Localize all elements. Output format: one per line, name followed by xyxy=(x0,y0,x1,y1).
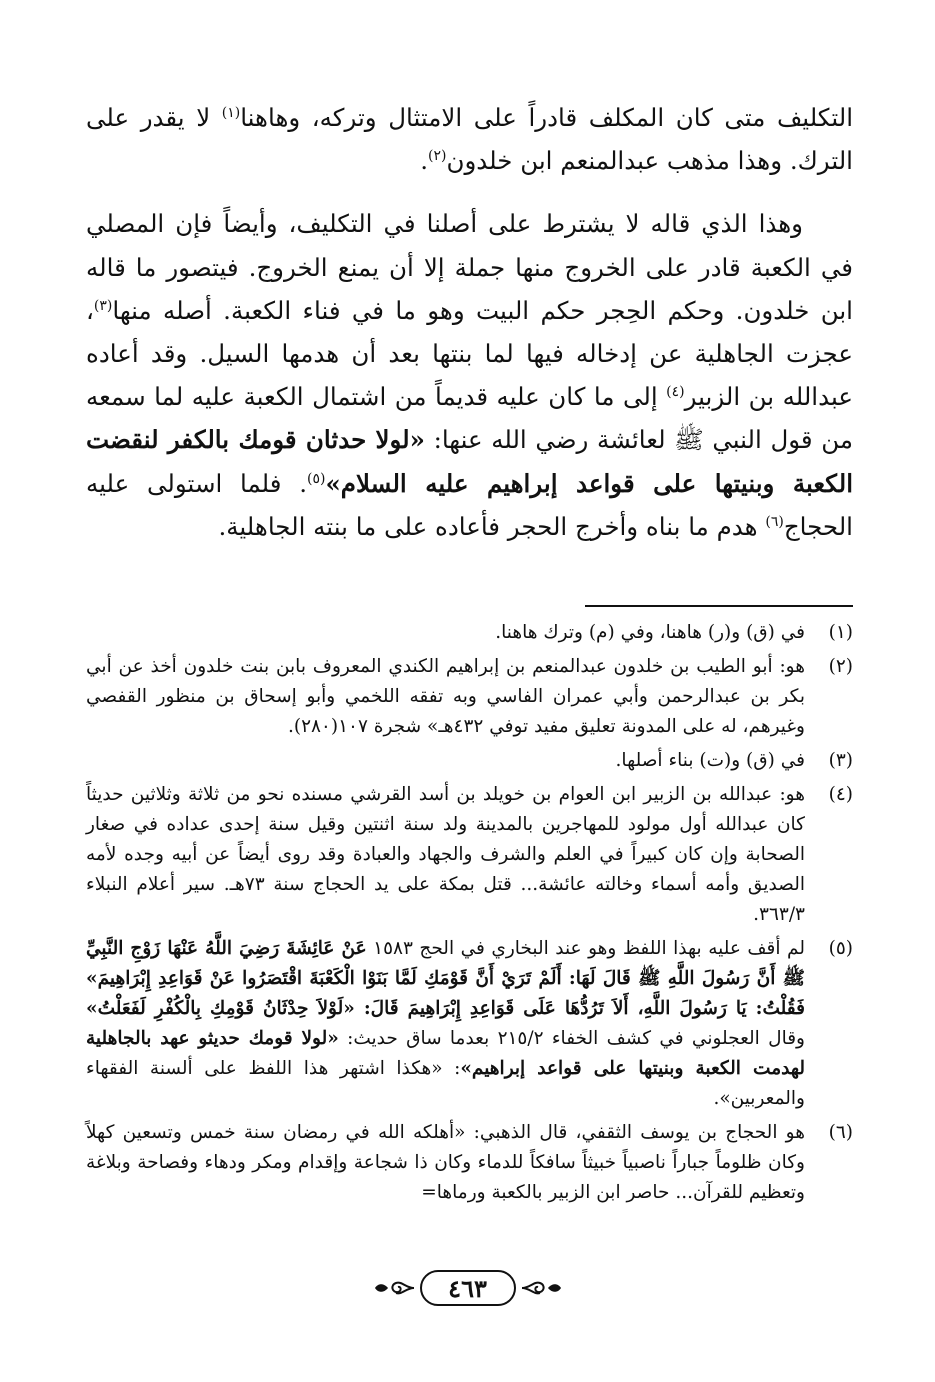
page-number: ٤٦٣ xyxy=(420,1270,516,1306)
text-run: . فلما استولى عليه الحجاج xyxy=(86,468,853,541)
footnote-3 xyxy=(86,746,853,776)
paragraph-1 xyxy=(86,96,853,182)
footnote-1 xyxy=(86,618,853,648)
footnotes xyxy=(86,618,853,1212)
footnote-number: (٤) xyxy=(828,784,853,805)
footnote-ref-5[interactable]: (٥) xyxy=(307,470,326,487)
text-run: وهذا الذي قاله لا يشترط على أصلنا في التكليف، وأيضاً فإن المصلي في الكعبة قادر على الخروج منها جملة إلا أن يمنع الخروج. فيتصور ما قاله ابن خلدون. وحكم الحِجر حكم البيت وهو ما في فناء الكعبة. أصله منها xyxy=(86,209,853,325)
footnote-number: (٥) xyxy=(828,938,853,959)
footnote-ref-4[interactable]: (٤) xyxy=(666,384,685,401)
footnote-number: (٦) xyxy=(828,1122,853,1143)
footnote-number: (٢) xyxy=(828,656,853,677)
main-text xyxy=(86,96,853,548)
text-run: . xyxy=(420,146,428,176)
text-run: وقال العجلوني في كشف الخفاء ٢١٥/٢ بعدما ساق حديث: xyxy=(338,1028,805,1049)
text-run: إلى ما كان عليه قديماً من اشتمال الكعبة عليه لما سمعه من قول النبي ﷺ لعائشة رضي الله عنها: xyxy=(86,382,853,455)
ornament-right-icon xyxy=(520,1277,564,1299)
footnote-text: في (ق) و(ت) بناء أصلها. xyxy=(615,750,805,771)
text-run: هدم ما بناه وأخرج الحجر فأعاده على ما بنته الجاهلية. xyxy=(218,511,766,541)
ornament-left-icon xyxy=(372,1277,416,1299)
footnote-text xyxy=(86,934,805,1114)
page-number-ornament xyxy=(0,1268,935,1308)
footnote-number: (١) xyxy=(828,622,853,643)
hadith-quote: «لولا حدثان قومك بالكفر لنقضت الكعبة وبنيتها على قواعد إبراهيم عليه السلام» xyxy=(86,425,853,498)
footnote-text: هو: أبو الطيب بن خلدون عبدالمنعم بن إبراهيم الكندي المعروف بابن بنت خلدون أخذ عن أبي بكر بن عبدالرحمن وأبي عمران الفاسي وبه تفقه اللخمي وأبو إسحاق بن منظور القفصي وغيرهم، له على المدونة تعليق مفيد توفي ٤٣٢هـ» شجرة ١٠٧(٢٨٠). xyxy=(86,656,805,737)
footnote-text: هو الحجاج بن يوسف الثقفي، قال الذهبي: «أهلكه الله في رمضان سنة خمس وتسعين كهلاً وكان ظلوماً جباراً ناصبياً خبيثاً سافكاً للدماء وكان ذا شجاعة وإقدام ومكر ودهاء وفصاحة وبلاغة وتعظيم للقرآن... حاصر ابن الزبير بالكعبة ورماها= xyxy=(86,1122,805,1203)
footnote-ref-2[interactable]: (٢) xyxy=(428,148,447,165)
footnote-ref-6[interactable]: (٦) xyxy=(765,513,784,530)
text-run: ، عجزت الجاهلية عن إدخاله فيها لما بنتها بعد أن هدمها السيل. وقد أعاده عبدالله بن الزبير xyxy=(86,295,853,412)
footnote-6 xyxy=(86,1118,853,1208)
hadith-quote: «لولا قومك حديثو عهد بالجاهلية لهدمت الكعبة وبنيتها على قواعد إبراهيم» xyxy=(86,1028,805,1079)
text-run: التكليف متى كان المكلف قادراً على الامتثال وتركه، وهاهنا xyxy=(240,103,853,132)
footnote-text: في (ق) و(ر) هاهنا، وفي (م) وترك هاهنا. xyxy=(495,622,805,643)
footnote-ref-3[interactable]: (٣) xyxy=(93,297,113,314)
text-run: : «هكذا اشتهر هذا اللفظ على ألسنة الفقهاء والمعربين». xyxy=(86,1058,805,1109)
footnote-text: هو: عبدالله بن الزبير ابن العوام بن خويلد بن أسد القرشي مسنده نحو من ثلاثة وثلاثين حديثاً كان عبدالله أول مولود للمهاجرين بالمدينة ولد سنة اثنتين وقيل سنة إحدى عداده في صغار الصحابة وإن كان كبيراً في العلم والشرف والجهاد والعبادة وقد روى أيضاً عن أبيه وجده لأمه الصديق وأمه أسماء وخالته عائشة... قتل بمكة على يد الحجاج سنة ٧٣هـ. سير أعلام النبلاء ٣٦٣/٣. xyxy=(86,784,806,925)
footnote-ref-1[interactable]: (١) xyxy=(221,104,241,121)
footnote-number: (٣) xyxy=(828,750,853,771)
paragraph-2 xyxy=(86,202,853,548)
footnote-4 xyxy=(86,780,853,930)
hadith-quote: عَنْ عَائِشَةَ رَضِيَ اللَّهُ عَنْهَا زَوْجِ النَّبِيِّ ﷺ أَنَّ رَسُولَ اللَّهِ ﷺ قَالَ لَهَا: أَلَمْ تَرَيْ أَنَّ قَوْمَكِ لَمَّا بَنَوْا الْكَعْبَةَ اقْتَصَرُوا عَنْ قَوَاعِدِ إِبْرَاهِيمَ» فَقُلْتُ: يَا رَسُولَ اللَّهِ، أَلاَ تَرُدُّهَا عَلَى قَوَاعِدِ إِبْرَاهِيمَ قَالَ: «لَوْلاَ حِدْثَانُ قَوْمِكِ بِالْكُفْرِ لَفَعَلْتُ» xyxy=(86,938,805,1019)
footnote-separator xyxy=(585,605,853,607)
footnote-5 xyxy=(86,934,853,1114)
text-run: لم أقف عليه بهذا اللفظ وهو عند البخاري في الحج ١٥٨٣ xyxy=(366,938,805,959)
footnote-2 xyxy=(86,652,853,742)
text-run: لا يقدر على الترك. وهذا مذهب عبدالمنعم ابن خلدون xyxy=(86,103,853,176)
